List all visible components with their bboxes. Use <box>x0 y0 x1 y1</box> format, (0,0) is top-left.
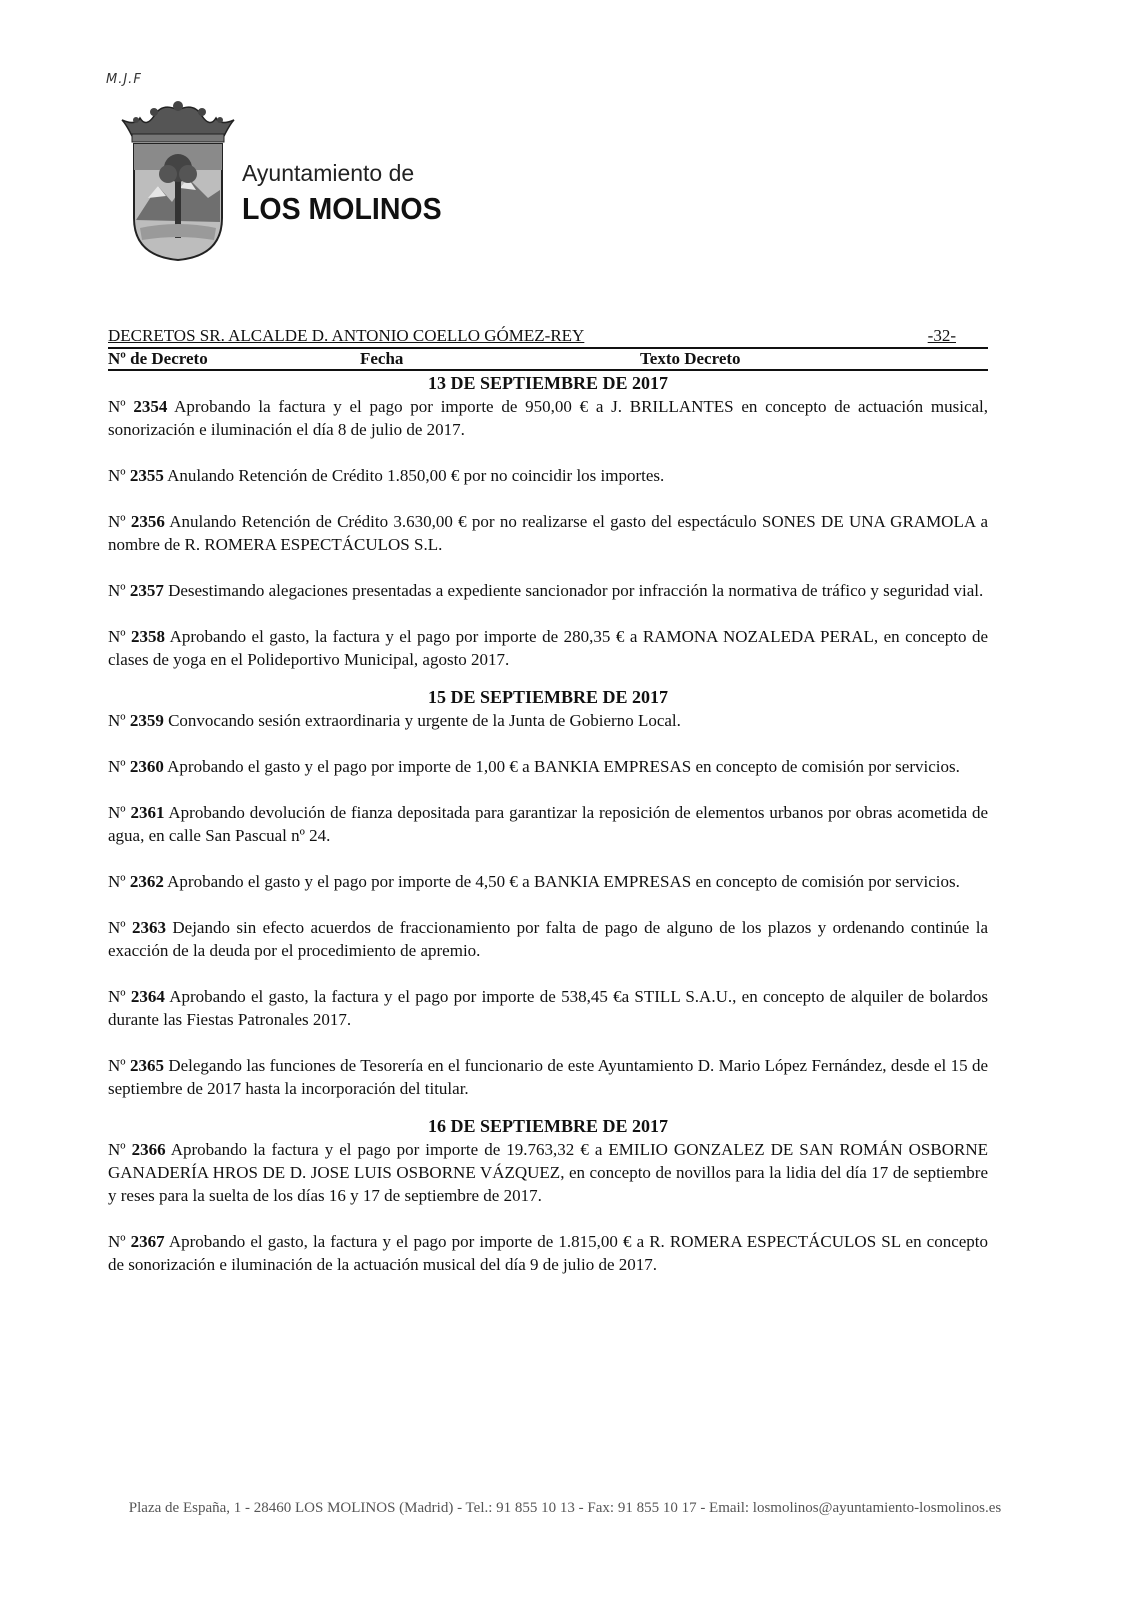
decree-entry <box>108 916 988 962</box>
column-header-text: Texto Decreto <box>640 349 741 368</box>
decree-prefix: Nº <box>108 711 126 730</box>
footer-contact: Plaza de España, 1 - 28460 LOS MOLINOS (Madrid) - Tel.: 91 855 10 13 - Fax: 91 855 10 17 - Email: losmolinos@ayuntamiento-losmolinos.es <box>128 1500 1002 1516</box>
decree-number: 2357 <box>129 581 164 600</box>
section-date: 15 DE SEPTIEMBRE DE 2017 <box>427 687 669 707</box>
decree-entry <box>108 801 988 847</box>
section-date: 16 DE SEPTIEMBRE DE 2017 <box>427 1116 669 1136</box>
decree-number: 2367 <box>130 1232 165 1251</box>
decree-number: 2366 <box>131 1140 166 1159</box>
decree-entry <box>108 709 988 732</box>
decree-entry <box>108 464 988 487</box>
decree-entry <box>108 625 988 671</box>
decree-number: 2363 <box>131 918 166 937</box>
decree-prefix: Nº <box>108 1232 126 1251</box>
decree-text: Dejando sin efecto acuerdos de fraccionamiento por falta de pago de alguno de los plazos y ordenando continúe la exacción de la deuda por el procedimiento de apremio. <box>108 918 989 960</box>
coat-of-arms-icon <box>118 98 238 263</box>
decree-text: Aprobando la factura y el pago por importe de 19.763,32 € a EMILIO GONZALEZ DE SAN ROMÁN OSBORNE GANADERÍA HROS DE D. JOSE LUIS OSBORNE VÁZQUEZ, en concepto de novillos para la lidia del día 17 de septiembre y reses para la suelta de los días 16 y 17 de septiembre de 2017. <box>108 1140 988 1205</box>
decree-number: 2365 <box>129 1056 164 1075</box>
decree-prefix: Nº <box>108 627 126 646</box>
decree-text: Aprobando el gasto, la factura y el pago por importe de 538,45 €a STILL S.A.U., en concepto de alquiler de bolardos durante las Fiestas Patronales 2017. <box>108 987 989 1029</box>
decree-entry <box>108 985 988 1031</box>
column-header-number: Nº de Decreto <box>108 349 208 368</box>
decree-text: Aprobando el gasto, la factura y el pago por importe de 280,35 € a RAMONA NOZALEDA PERAL, en concepto de clases de yoga en el Polideportivo Municipal, agosto 2017. <box>108 627 989 669</box>
decree-text: Aprobando el gasto y el pago por importe de 1,00 € a BANKIA EMPRESAS en concepto de comisión por servicios. <box>167 757 960 776</box>
decree-entry <box>108 755 988 778</box>
decree-text: Aprobando devolución de fianza depositada para garantizar la reposición de elementos urbanos por obras acometida de agua, en calle San Pascual nº 24. <box>108 803 989 845</box>
decree-entry <box>108 870 988 893</box>
page-number: -32- <box>927 326 956 345</box>
decree-prefix: Nº <box>108 803 126 822</box>
org-line-1: Ayuntamiento de <box>242 160 415 186</box>
section-date: 13 DE SEPTIEMBRE DE 2017 <box>427 373 669 393</box>
decree-text: Anulando Retención de Crédito 3.630,00 € por no realizarse el gasto del espectáculo SONES DE UNA GRAMOLA a nombre de R. ROMERA ESPECTÁCULOS S.L. <box>108 512 989 554</box>
decree-text: Desestimando alegaciones presentadas a expediente sancionador por infracción la normativa de tráfico y seguridad vial. <box>168 581 984 600</box>
decree-number: 2359 <box>129 711 164 730</box>
decree-entry <box>108 1230 988 1276</box>
decree-prefix: Nº <box>108 581 126 600</box>
column-headers <box>108 349 988 371</box>
decree-prefix: Nº <box>108 1140 126 1159</box>
decree-prefix: Nº <box>108 918 126 937</box>
decree-text: Aprobando la factura y el pago por importe de 950,00 € a J. BRILLANTES en concepto de actuación musical, sonorización e iluminación el día 8 de julio de 2017. <box>108 397 989 439</box>
decree-entry <box>108 1054 988 1100</box>
document-title-row <box>108 324 988 347</box>
decree-entry <box>108 395 988 441</box>
org-line-2: LOS MOLINOS <box>242 191 442 226</box>
column-header-date: Fecha <box>360 349 404 368</box>
organization-name <box>242 160 459 227</box>
decree-prefix: Nº <box>108 987 126 1006</box>
decree-text: Convocando sesión extraordinaria y urgente de la Junta de Gobierno Local. <box>168 711 681 730</box>
decree-prefix: Nº <box>108 512 126 531</box>
decree-prefix: Nº <box>108 397 126 416</box>
decree-prefix: Nº <box>108 1056 126 1075</box>
decree-number: 2360 <box>129 757 164 776</box>
decree-number: 2358 <box>131 627 166 646</box>
decree-number: 2364 <box>130 987 165 1006</box>
decree-number: 2356 <box>130 512 165 531</box>
decree-number: 2362 <box>129 872 164 891</box>
decree-prefix: Nº <box>108 872 126 891</box>
decree-entry <box>108 579 988 602</box>
decree-text: Aprobando el gasto y el pago por importe de 4,50 € a BANKIA EMPRESAS en concepto de comisión por servicios. <box>167 872 960 891</box>
decree-number: 2361 <box>130 803 165 822</box>
decree-text: Delegando las funciones de Tesorería en el funcionario de este Ayuntamiento D. Mario López Fernández, desde el 15 de septiembre de 2017 hasta la incorporación del titular. <box>108 1056 989 1098</box>
decree-text: Anulando Retención de Crédito 1.850,00 € por no coincidir los importes. <box>167 466 665 485</box>
decree-number: 2354 <box>133 397 168 416</box>
decree-text: Aprobando el gasto, la factura y el pago por importe de 1.815,00 € a R. ROMERA ESPECTÁCULOS SL en concepto de sonorización e iluminación de la actuación musical del día 9 de julio de 2017. <box>108 1232 989 1274</box>
decree-number: 2355 <box>129 466 164 485</box>
document-title: DECRETOS SR. ALCALDE D. ANTONIO COELLO GÓMEZ-REY <box>108 326 585 345</box>
decree-entry <box>108 510 988 556</box>
decree-prefix: Nº <box>108 466 126 485</box>
decree-entry <box>108 1138 988 1207</box>
handwritten-initials: M.J.F <box>106 72 142 87</box>
decree-document <box>108 324 988 1276</box>
decree-prefix: Nº <box>108 757 126 776</box>
